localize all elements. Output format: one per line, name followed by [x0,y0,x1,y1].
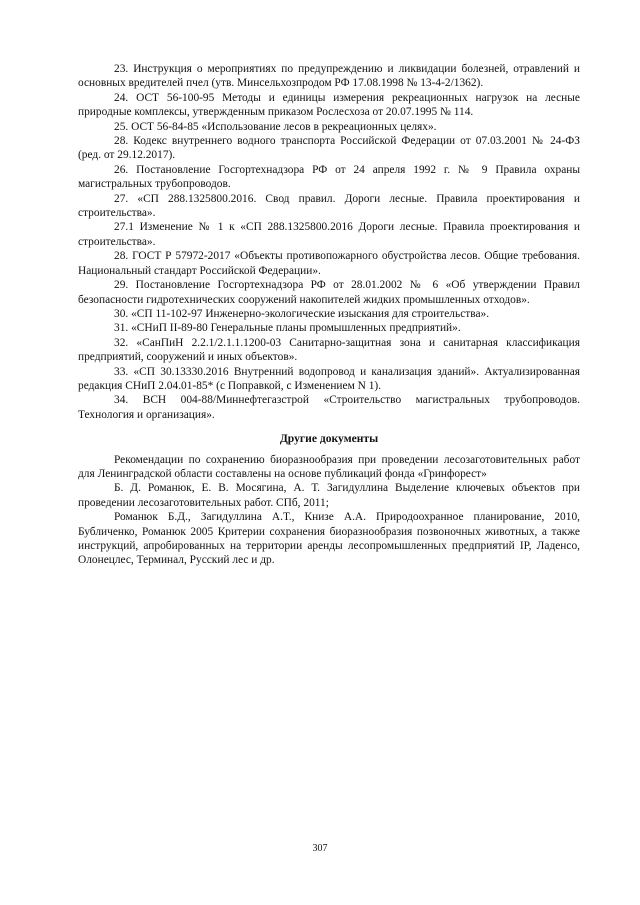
page-number: 307 [312,843,328,854]
other-documents-list [78,453,580,568]
reference-item: 33. «СП 30.13330.2016 Внутренний водопровод и канализация зданий». Актуализированная редакция СНиП 2.04.01-85* (с Поправкой, с Изменением N 1). [78,365,580,392]
reference-item: 34. ВСН 004-88/Миннефтегазстрой «Строительство магистральных трубопроводов. Технология и организация». [78,394,580,421]
other-document-paragraph: Романюк Б.Д., Загидуллина А.Т., Книзе А.А. Природоохранное планирование, 2010, Бубличенко, Романюк 2005 Критерии сохранения биоразнообразия позвоночных животных, а также инструкций, апробированных на территории аренды лесопромышленных предприятий IP, Ладенсо, Олонецлес, Терминал, Русский лес и др. [78,511,580,567]
reference-item: 32. «СанПиН 2.2.1/2.1.1.1200-03 Санитарно-защитная зона и санитарная классификация предприятий, сооружений и иных объектов». [78,336,580,364]
reference-item: 27.1 Изменение № 1 к «СП 288.1325800.2016 Дороги лесные. Правила проектирования и строительства». [78,221,580,248]
section-heading: Другие документы [279,432,379,446]
other-document-paragraph: Б. Д. Романюк, Е. В. Мосягина, А. Т. Загидуллина Выделение ключевых объектов при проведении лесозаготовительных работ. СПб, 2011; [78,482,580,509]
page-content [78,62,580,568]
reference-item: 26. Постановление Госгортехнадзора РФ от 24 апреля 1992 г. № 9 Правила охраны магистральных трубопроводов. [78,163,580,191]
reference-item: 29. Постановление Госгортехнадзора РФ от 28.01.2002 № 6 «Об утверждении Правил безопасности гидротехнических сооружений накопителей жидких промышленных отходов». [78,279,580,306]
reference-item: 30. «СП 11-102-97 Инженерно-экологические изыскания для строительства». [114,307,490,320]
reference-item: 28. ГОСТ Р 57972-2017 «Объекты противопожарного обустройства лесов. Общие требования. Национальный стандарт Российской Федерации». [78,250,580,277]
reference-item: 24. ОСТ 56-100-95 Методы и единицы измерения рекреационных нагрузок на лесные природные комплексы, утвержденным приказом Рослесхоза от 20.07.1995 № 114. [78,91,580,119]
other-document-paragraph: Рекомендации по сохранению биоразнообразия при проведении лесозаготовительных работ для Ленинградской области составлены на основе публикаций фонда «Гринфорест» [78,453,580,480]
reference-item: 25. ОСТ 56-84-85 «Использование лесов в рекреационных целях». [114,120,437,133]
references-list [78,62,580,422]
reference-item: 27. «СП 288.1325800.2016. Свод правил. Дороги лесные. Правила проектирования и строительства». [78,192,580,220]
reference-item: 31. «СНиП II-89-80 Генеральные планы промышленных предприятий». [114,322,461,335]
reference-item: 23. Инструкция о мероприятиях по предупреждению и ликвидации болезней, отравлений и основных вредителей пчел (утв. Минсельхозпродом РФ 17.08.1998 № 13-4-2/1362). [78,63,580,90]
reference-item: 28. Кодекс внутреннего водного транспорта Российской Федерации от 07.03.2001 № 24-ФЗ (ред. от 29.12.2017). [78,135,580,162]
